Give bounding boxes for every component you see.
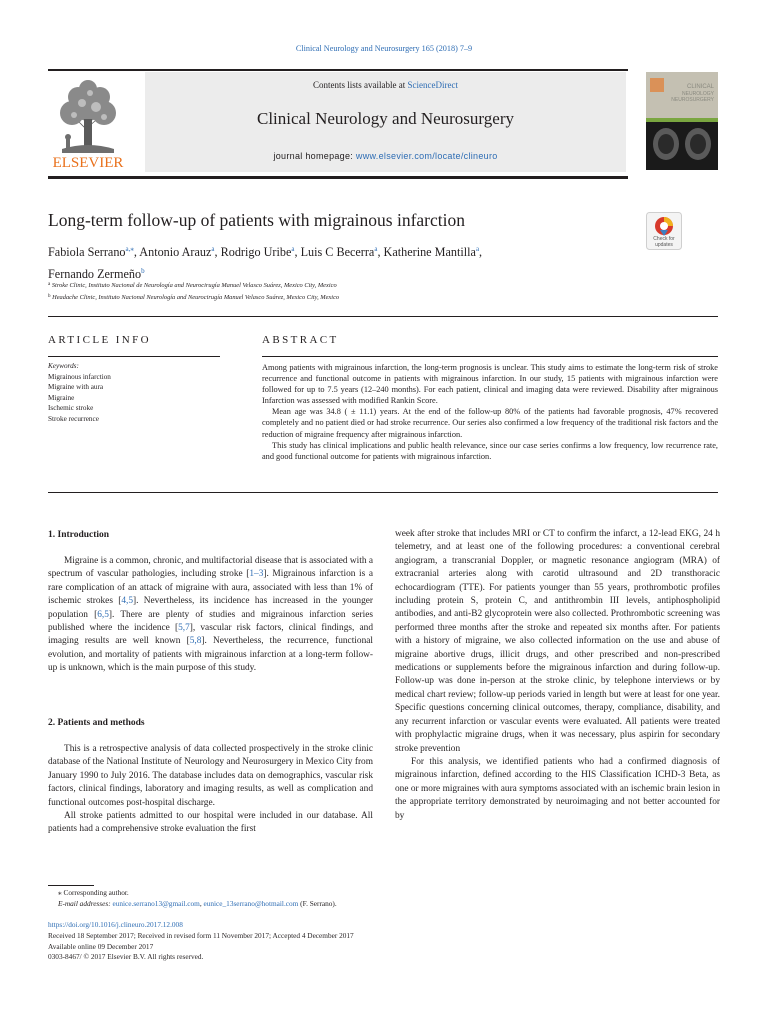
keyword: Ischemic stroke [48,404,94,413]
publication-info [48,920,354,963]
abstract-body [262,362,718,462]
keywords-block [48,361,218,425]
keyword: Migrainous infarction [48,372,111,381]
elsevier-wordmark: ELSEVIER [52,155,124,171]
article-title: Long-term follow-up of patients with migrainous infarction [48,210,465,230]
footnote-rule [48,885,94,886]
citation-link[interactable]: 5,7 [178,623,190,634]
methods-paragraph: All stroke patients admitted to our hospital were included in our database. All patients had a comprehensive stroke evaluation the first [48,811,373,835]
copyright: 0303-8467/ © 2017 Elsevier B.V. All rights reserved. [48,952,204,962]
homepage-link[interactable]: www.elsevier.com/locate/clineuro [355,151,498,161]
contents-availability [145,80,626,90]
email-link[interactable]: eunice_13serrano@hotmail.com [203,899,299,908]
check-for-updates-label: Check for updates [653,236,675,248]
abstract-rule [262,356,718,357]
svg-text:NEUROLOGY: NEUROLOGY [682,91,714,97]
citation-link[interactable]: 1–3 [249,569,264,580]
methods-paragraphs [48,743,373,837]
introduction-paragraph: Migraine is a common, chronic, and multifactorial disease that is associated with a spectrum of vascular pathologies, including stroke [1–3]. Migrainous infarction is a rare complication of an attack of migraine with aura, associated with less than 1% of ischemic strokes [4,5]. Nevertheless, its incidence has increased in the younger population [6,5]. There are plenty of studies and migrainous infarction series published where the incidence [5,7], vascular risk factors, clinical findings, and imaging results are well known [5,8]. Nevertheless, the recurrence, functional evolution, and mortality of patients with migrainous infarction at a long-term follow-up is unknown, which is the main purpose of this study. [48,556,373,674]
sciencedirect-link[interactable]: ScienceDirect [407,80,458,90]
citation-link[interactable]: 6,5 [97,609,109,620]
section-divider [48,492,718,493]
masthead-bottom-rule [48,176,628,179]
author-list [48,240,628,284]
svg-text:NEUROSURGERY: NEUROSURGERY [671,97,714,103]
methods-paragraph: This is a retrospective analysis of data collected prospectively in the stroke clinic database of the National Institute of Neurology and Neurosurgery in Mexico City from January 1990 to July 2016. The database includes data on demographics, vascular risk factors, clinical findings, laboratory and imaging results, as well as complication and functional outcomes post-hospital discharge. [48,744,373,808]
author: Katherine Mantilla$^a$, [383,245,483,259]
footnotes [48,887,337,909]
journal-reference[interactable]: Clinical Neurology and Neurosurgery 165 (2018) 7–9 [295,44,473,53]
keyword: Stroke recurrence [48,414,99,423]
journal-cover-thumbnail[interactable] [646,72,718,170]
body-paragraph: For this analysis, we identified patients who had a confirmed diagnosis of migrainous infarction, defined according to the HIS Classification ICHD-3 Beta, as one or more migraines with aura symptoms associated with an ischemic brain lesion in the appropriate territory demonstrated by neuroimaging and not better accounted for by [395,756,720,821]
keywords-label: Keywords: [48,362,79,370]
received-dates: Received 18 September 2017; Received in revised form 11 November 2017; Accepted 4 December 2017 [48,930,354,940]
abstract-paragraph: Among patients with migrainous infarction, the long-term prognosis is unclear. This study aims to estimate the long-term risk of stroke recurrence and functional outcome in patients with migrainous infarction. In our study, 15 patients with migrainous infarction were followed for up to 7.5 years (12–240 months). For each patient, clinical and imaging data were reviewed. Disability after migrainous Infarction was assessed with modified Rankin Score. [262,363,718,406]
article-info-rule [48,356,220,357]
email-link[interactable]: eunice.serrano13@gmail.com [112,899,200,908]
methods-heading: 2. Patients and methods [48,718,145,728]
affiliation: $^a$ Stroke Clinic, Instituto Nacional de Neurología and Neurocirugía Manuel Velasco Suárez, Mexico City, Mexico [48,282,337,289]
abstract-paragraph: Mean age was 34.8 ( ± 11.1) years. At the end of the follow-up 80% of the patients had favorable prognosis, 47% recovered completely and no patient died or had stroke recurrence. Our series also confirmed a low frequency of the traditional risk factors and the reduction of migraine frequency after migrainous infarction. [262,407,718,439]
corresponding-author-note: ⁎ Corresponding author. [58,888,129,897]
affiliation: $^b$ Headache Clinic, Instituto Nacional Neurología and Neurocirugía Manuel Velasco Suárez, Mexico City, Mexico [48,294,340,301]
keyword: Migraine [48,393,75,402]
masthead-top-rule [48,69,628,71]
citation-link[interactable]: 5,8 [189,636,202,647]
section-divider [48,316,718,317]
journal-title: Clinical Neurology and Neurosurgery [257,109,514,128]
body-paragraph: week after stroke that includes MRI or CT to confirm the infarct, a 12-lead EKG, 24 h telemetry, and at least one of the following procedures: a conventional cerebral angiogram, a transcranial Doppler, or magnetic resonance angiogram (MRA) of extracranial arteries along with carotid ultrasound and 2D transthoracic echocardiogram (TTE). For patients younger than 55 years, prothrombotic profiles including protein S, protein C, and antithrombin III levels, antiphospholipid antibodies, and anti-B2 glycoprotein were also collected. Prothrombotic screening was performed three months after the stroke and repeated six months after. For patients with a history of migraine, we also collected information on the use and abuse of migraine abortive drugs, illicit drugs, and other prescribed and non-prescribed medications or supplements before the migrainous infarction and during follow-up. Follow-up was done in-person at the stroke clinic, by telephone interviews or by medical chart review; follow-up periods varied in length but were at least for one year. Specific questions concerning clinical outcomes, therapy, compliance, disability, and any recurrent infarction or vascular events were evaluated. All patients were treated with prophylactic migraine drugs, when it was necessary, plus aspirin for secondary stroke prevention [395,529,720,754]
journal-homepage [145,151,626,161]
contents-prefix: Contents lists available at [313,80,408,90]
author: Fernando Zermeño$^b$ [48,267,145,281]
elsevier-logo [48,75,128,171]
introduction-heading: 1. Introduction [48,530,110,540]
author: Antonio Arauz$^a$, [139,245,221,259]
abstract-paragraph: This study has clinical implications and public health relevance, since our case series confirms a low frequency, low recurrence rate, and good functional outcome for patients with migrainous infarction. [262,440,718,461]
article-info-heading: ARTICLE INFO [48,334,151,346]
available-online: Available online 09 December 2017 [48,941,154,951]
methods-continued [395,528,720,823]
cover-title-text: CLINICAL [686,84,714,90]
author: Luis C Becerra$^a$, [300,245,384,259]
abstract-heading: ABSTRACT [262,334,339,346]
citation-link[interactable]: 4,5 [121,596,134,607]
author: Fabiola Serrano$^{a,⁎}$, [48,245,140,259]
email-addresses: E-mail addresses: eunice.serrano13@gmail.com, eunice_13serrano@hotmail.com (F. Serrano). [58,899,337,908]
keyword: Migraine with aura [48,383,104,392]
homepage-prefix: journal homepage: [273,151,356,161]
doi-link[interactable]: https://doi.org/10.1016/j.clineuro.2017.12.008 [48,920,183,929]
author: Rodrigo Uribe$^a$, [220,245,301,259]
